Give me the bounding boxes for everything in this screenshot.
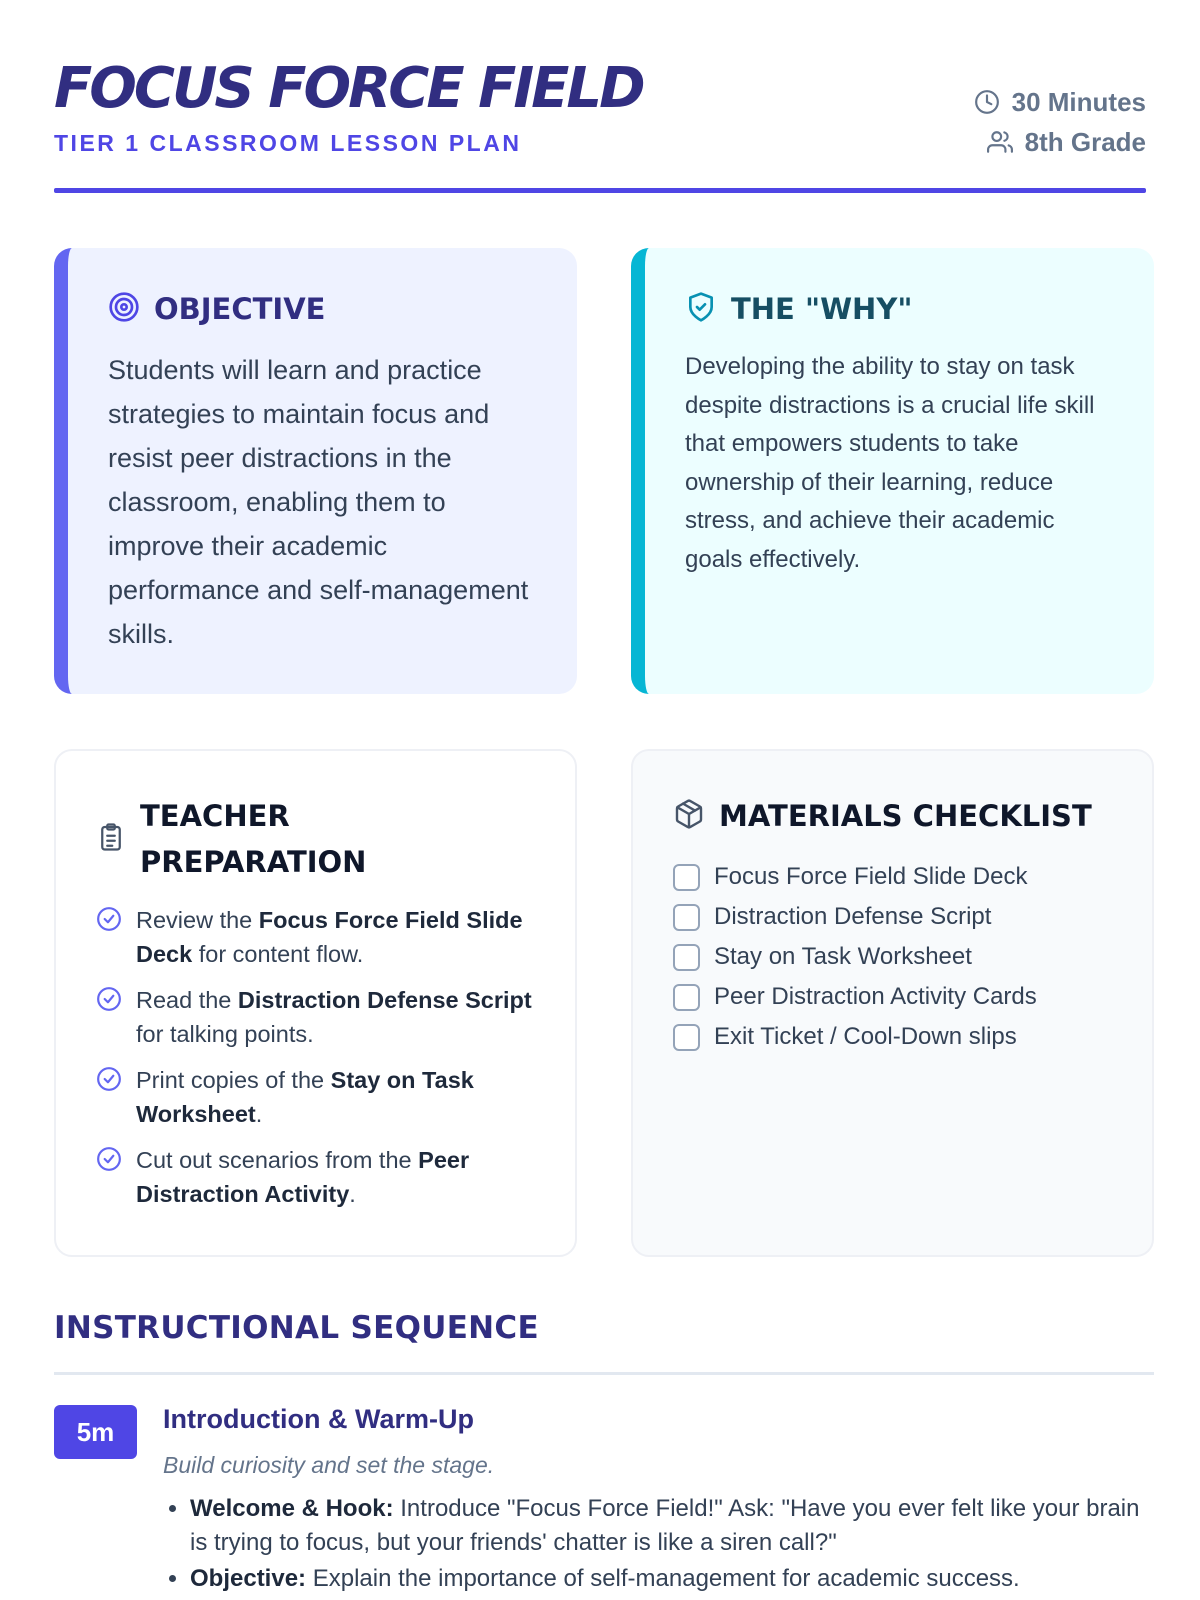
list-item bbox=[673, 977, 1037, 1017]
prep-item-text: Cut out scenarios from the Peer Distraction Activity. bbox=[136, 1147, 470, 1207]
header bbox=[54, 0, 1146, 196]
teacher-prep-list bbox=[96, 903, 536, 1223]
duration-row bbox=[974, 82, 1146, 122]
material-checkbox[interactable] bbox=[673, 904, 700, 931]
materials-heading: MATERIALS CHECKLIST bbox=[719, 799, 1092, 833]
users-icon bbox=[987, 129, 1013, 155]
page-title: FOCUS FORCE FIELD bbox=[54, 56, 643, 121]
teacher-prep-heading bbox=[140, 793, 400, 885]
prep-item-text: Print copies of the Stay on Task Worksheet. bbox=[136, 1067, 474, 1127]
check-circle-icon bbox=[96, 906, 122, 932]
target-icon bbox=[108, 291, 140, 328]
clock-icon bbox=[974, 89, 1000, 115]
duration-text: 30 Minutes bbox=[1011, 86, 1146, 117]
check-circle-icon bbox=[96, 1066, 122, 1092]
list-item bbox=[96, 1063, 536, 1131]
material-checkbox[interactable] bbox=[673, 984, 700, 1011]
material-label: Stay on Task Worksheet bbox=[714, 943, 972, 970]
objective-text: Students will learn and practice strategies to maintain focus and resist peer distractions in the classroom, enabling them to improve their academic performance and self-management skills. bbox=[108, 355, 529, 649]
material-checkbox[interactable] bbox=[673, 864, 700, 891]
materials-card bbox=[631, 749, 1154, 1257]
prep-item-text: Review the Focus Force Field Slide Deck for content flow. bbox=[136, 907, 523, 967]
teacher-prep-card bbox=[54, 749, 577, 1257]
material-label: Focus Force Field Slide Deck bbox=[714, 863, 1028, 890]
sequence-heading: INSTRUCTIONAL SEQUENCE bbox=[54, 1310, 539, 1346]
header-divider bbox=[54, 188, 1146, 193]
check-circle-icon bbox=[96, 1146, 122, 1172]
list-item bbox=[673, 897, 1037, 937]
grade-text: 8th Grade bbox=[1024, 126, 1146, 157]
objective-card bbox=[54, 248, 577, 694]
materials-header bbox=[673, 793, 1092, 839]
clipboard-icon bbox=[96, 821, 126, 858]
material-checkbox[interactable] bbox=[673, 944, 700, 971]
why-card bbox=[631, 248, 1154, 694]
list-item bbox=[96, 983, 536, 1051]
materials-list bbox=[673, 857, 1037, 1057]
package-icon bbox=[673, 798, 705, 835]
grade-row bbox=[974, 122, 1146, 162]
objective-heading: OBJECTIVE bbox=[154, 292, 326, 326]
why-heading: THE "WHY" bbox=[731, 292, 913, 326]
lesson-meta bbox=[974, 82, 1146, 162]
sequence-divider bbox=[54, 1372, 1154, 1375]
list-item bbox=[673, 1017, 1037, 1057]
step-bullet-list bbox=[190, 1492, 1140, 1598]
list-item bbox=[673, 857, 1037, 897]
step-title: Introduction & Warm-Up bbox=[163, 1404, 474, 1434]
page-subtitle: TIER 1 CLASSROOM LESSON PLAN bbox=[54, 130, 522, 156]
list-item: • Objective: Explain the importance of self-management for academic success. bbox=[190, 1562, 1140, 1596]
prep-item-text: Read the Distraction Defense Script for talking points. bbox=[136, 987, 532, 1047]
material-label: Exit Ticket / Cool-Down slips bbox=[714, 1023, 1017, 1050]
list-item bbox=[96, 903, 536, 971]
teacher-prep-header bbox=[96, 793, 400, 885]
shield-check-icon bbox=[685, 291, 717, 328]
material-label: Peer Distraction Activity Cards bbox=[714, 983, 1037, 1010]
step-duration-badge: 5m bbox=[54, 1405, 137, 1459]
list-item: • Welcome & Hook: Introduce "Focus Force Field!" Ask: "Have you ever felt like your brain is trying to focus, but your friends' chatter is like a siren call?" bbox=[190, 1492, 1140, 1560]
why-header bbox=[685, 286, 912, 332]
material-checkbox[interactable] bbox=[673, 1024, 700, 1051]
step-subtitle: Build curiosity and set the stage. bbox=[163, 1452, 495, 1478]
material-label: Distraction Defense Script bbox=[714, 903, 992, 930]
list-item bbox=[96, 1143, 536, 1211]
check-circle-icon bbox=[96, 986, 122, 1012]
list-item bbox=[673, 937, 1037, 977]
objective-header bbox=[108, 286, 325, 332]
teacher-prep-heading-text: TEACHER PREPARATION bbox=[140, 799, 367, 879]
why-text: Developing the ability to stay on task despite distractions is a crucial life skill that empowers students to take ownership of their learning, reduce stress, and achieve their academic goals effectively. bbox=[685, 353, 1095, 573]
